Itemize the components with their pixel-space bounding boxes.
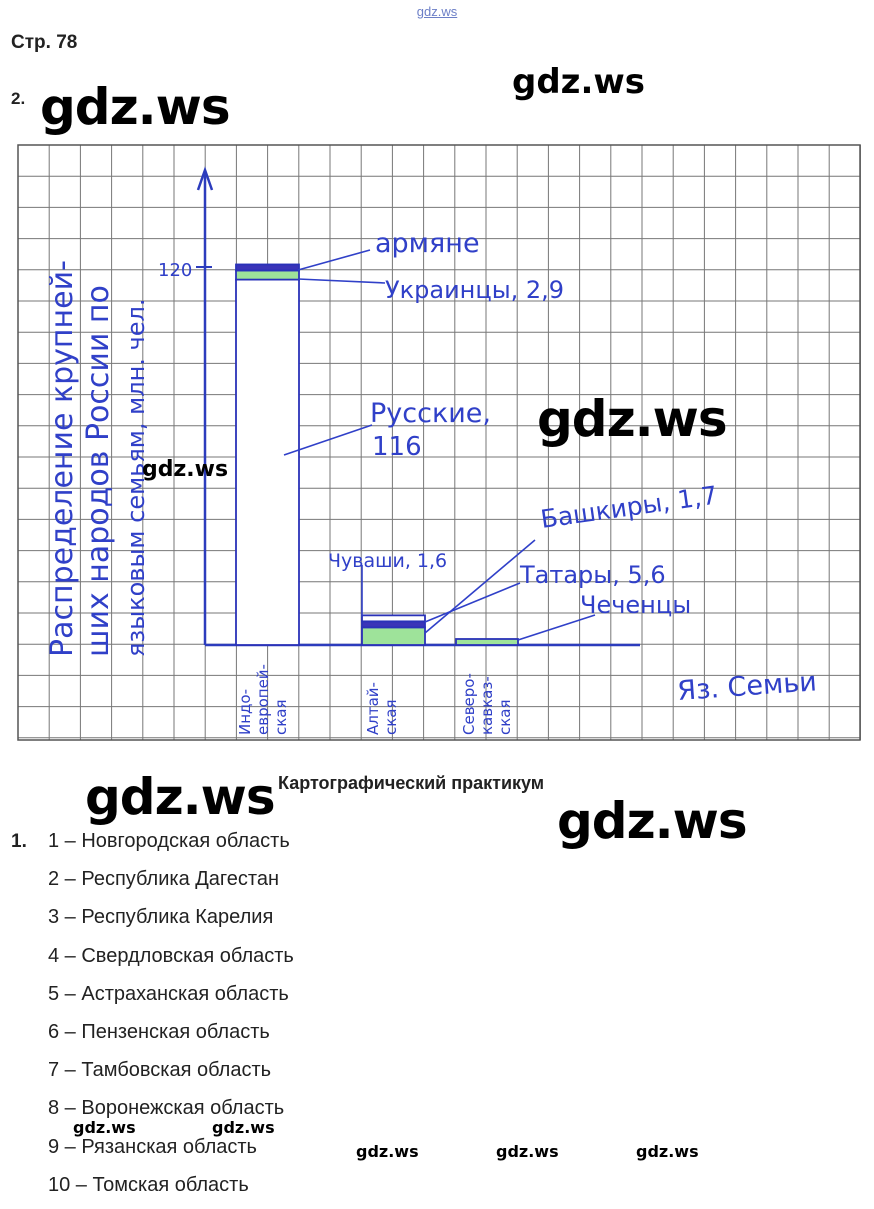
watermark: gdz.ws [356,1142,419,1161]
watermark: gdz.ws [212,1118,275,1137]
chart-title [45,260,150,657]
watermark: gdz.ws [537,390,727,448]
list-item: 7 – Тамбовская область [48,1059,272,1082]
label-chechentsy: Чеченцы [580,591,692,619]
list-item: 10 – Томская область [48,1173,249,1196]
category-label-line: ская [382,699,400,735]
category-label-line: Алтай- [364,682,382,735]
label-bashkiry: Башкиры, 1,7 [538,480,720,534]
section-title: Картографический практикум [278,773,545,793]
label-russkie: Русские, [370,398,491,429]
watermark: gdz.ws [512,62,646,102]
category-label-line: Индо- [236,689,254,735]
regions-list [48,827,294,1209]
list-item: 5 – Астраханская область [48,982,289,1005]
hand-drawn-bar-chart [0,135,874,747]
bar-segment [362,621,425,627]
label-chuvashi: Чуваши, 1,6 [328,550,448,572]
list-item: 1 – Новгородская область [48,830,290,852]
list-item: 8 – Воронежская область [48,1097,285,1120]
watermark: gdz.ws [142,457,229,482]
label-tatary: Татары, 5,6 [520,561,666,589]
watermark: gdz.ws [40,78,230,136]
list-task-number: 1. [11,831,27,852]
watermark: gdz.ws [85,768,275,826]
label-ukraintsy: Украинцы, 2,9 [385,276,565,304]
y-tick-label: 120 [158,260,193,281]
category-label-line: ская [496,699,514,735]
page-label: Стр. 78 [11,32,78,53]
bar-segment [236,270,299,279]
label-armyane: армяне [375,228,480,259]
list-item: 6 – Пензенская область [48,1020,270,1043]
bar-segment [362,627,425,645]
category-label-line: европей- [254,664,272,735]
site-link[interactable]: gdz.ws [416,4,458,19]
category-labels [236,664,514,735]
list-item: 3 – Республика Карелия [48,906,274,929]
watermark: gdz.ws [636,1142,699,1161]
watermark: gdz.ws [73,1118,136,1137]
x-axis-label: Яз. Семьи [676,666,818,707]
bar-segment [456,639,518,645]
category-label-line: ская [272,699,290,735]
watermark: gdz.ws [496,1142,559,1161]
bar-segment [362,615,425,621]
chart-title-line: языковым семьям, млн. чел. [122,298,150,657]
chart-title-line: Распределение крупней- [45,260,80,657]
list-item: 2 – Республика Дагестан [48,868,280,891]
category-label-line: Северо- [460,673,478,735]
list-item: 4 – Свердловская область [48,944,294,967]
label-russkie-value: 116 [372,432,422,462]
watermark: gdz.ws [557,792,747,850]
task-number: 2. [11,89,26,108]
bar-segment [236,280,299,645]
list-item: 9 – Рязанская область [48,1135,257,1158]
category-label-line: кавказ- [478,676,496,735]
bar-segment [236,264,299,270]
chart-title-line: ших народов России по [81,285,116,657]
